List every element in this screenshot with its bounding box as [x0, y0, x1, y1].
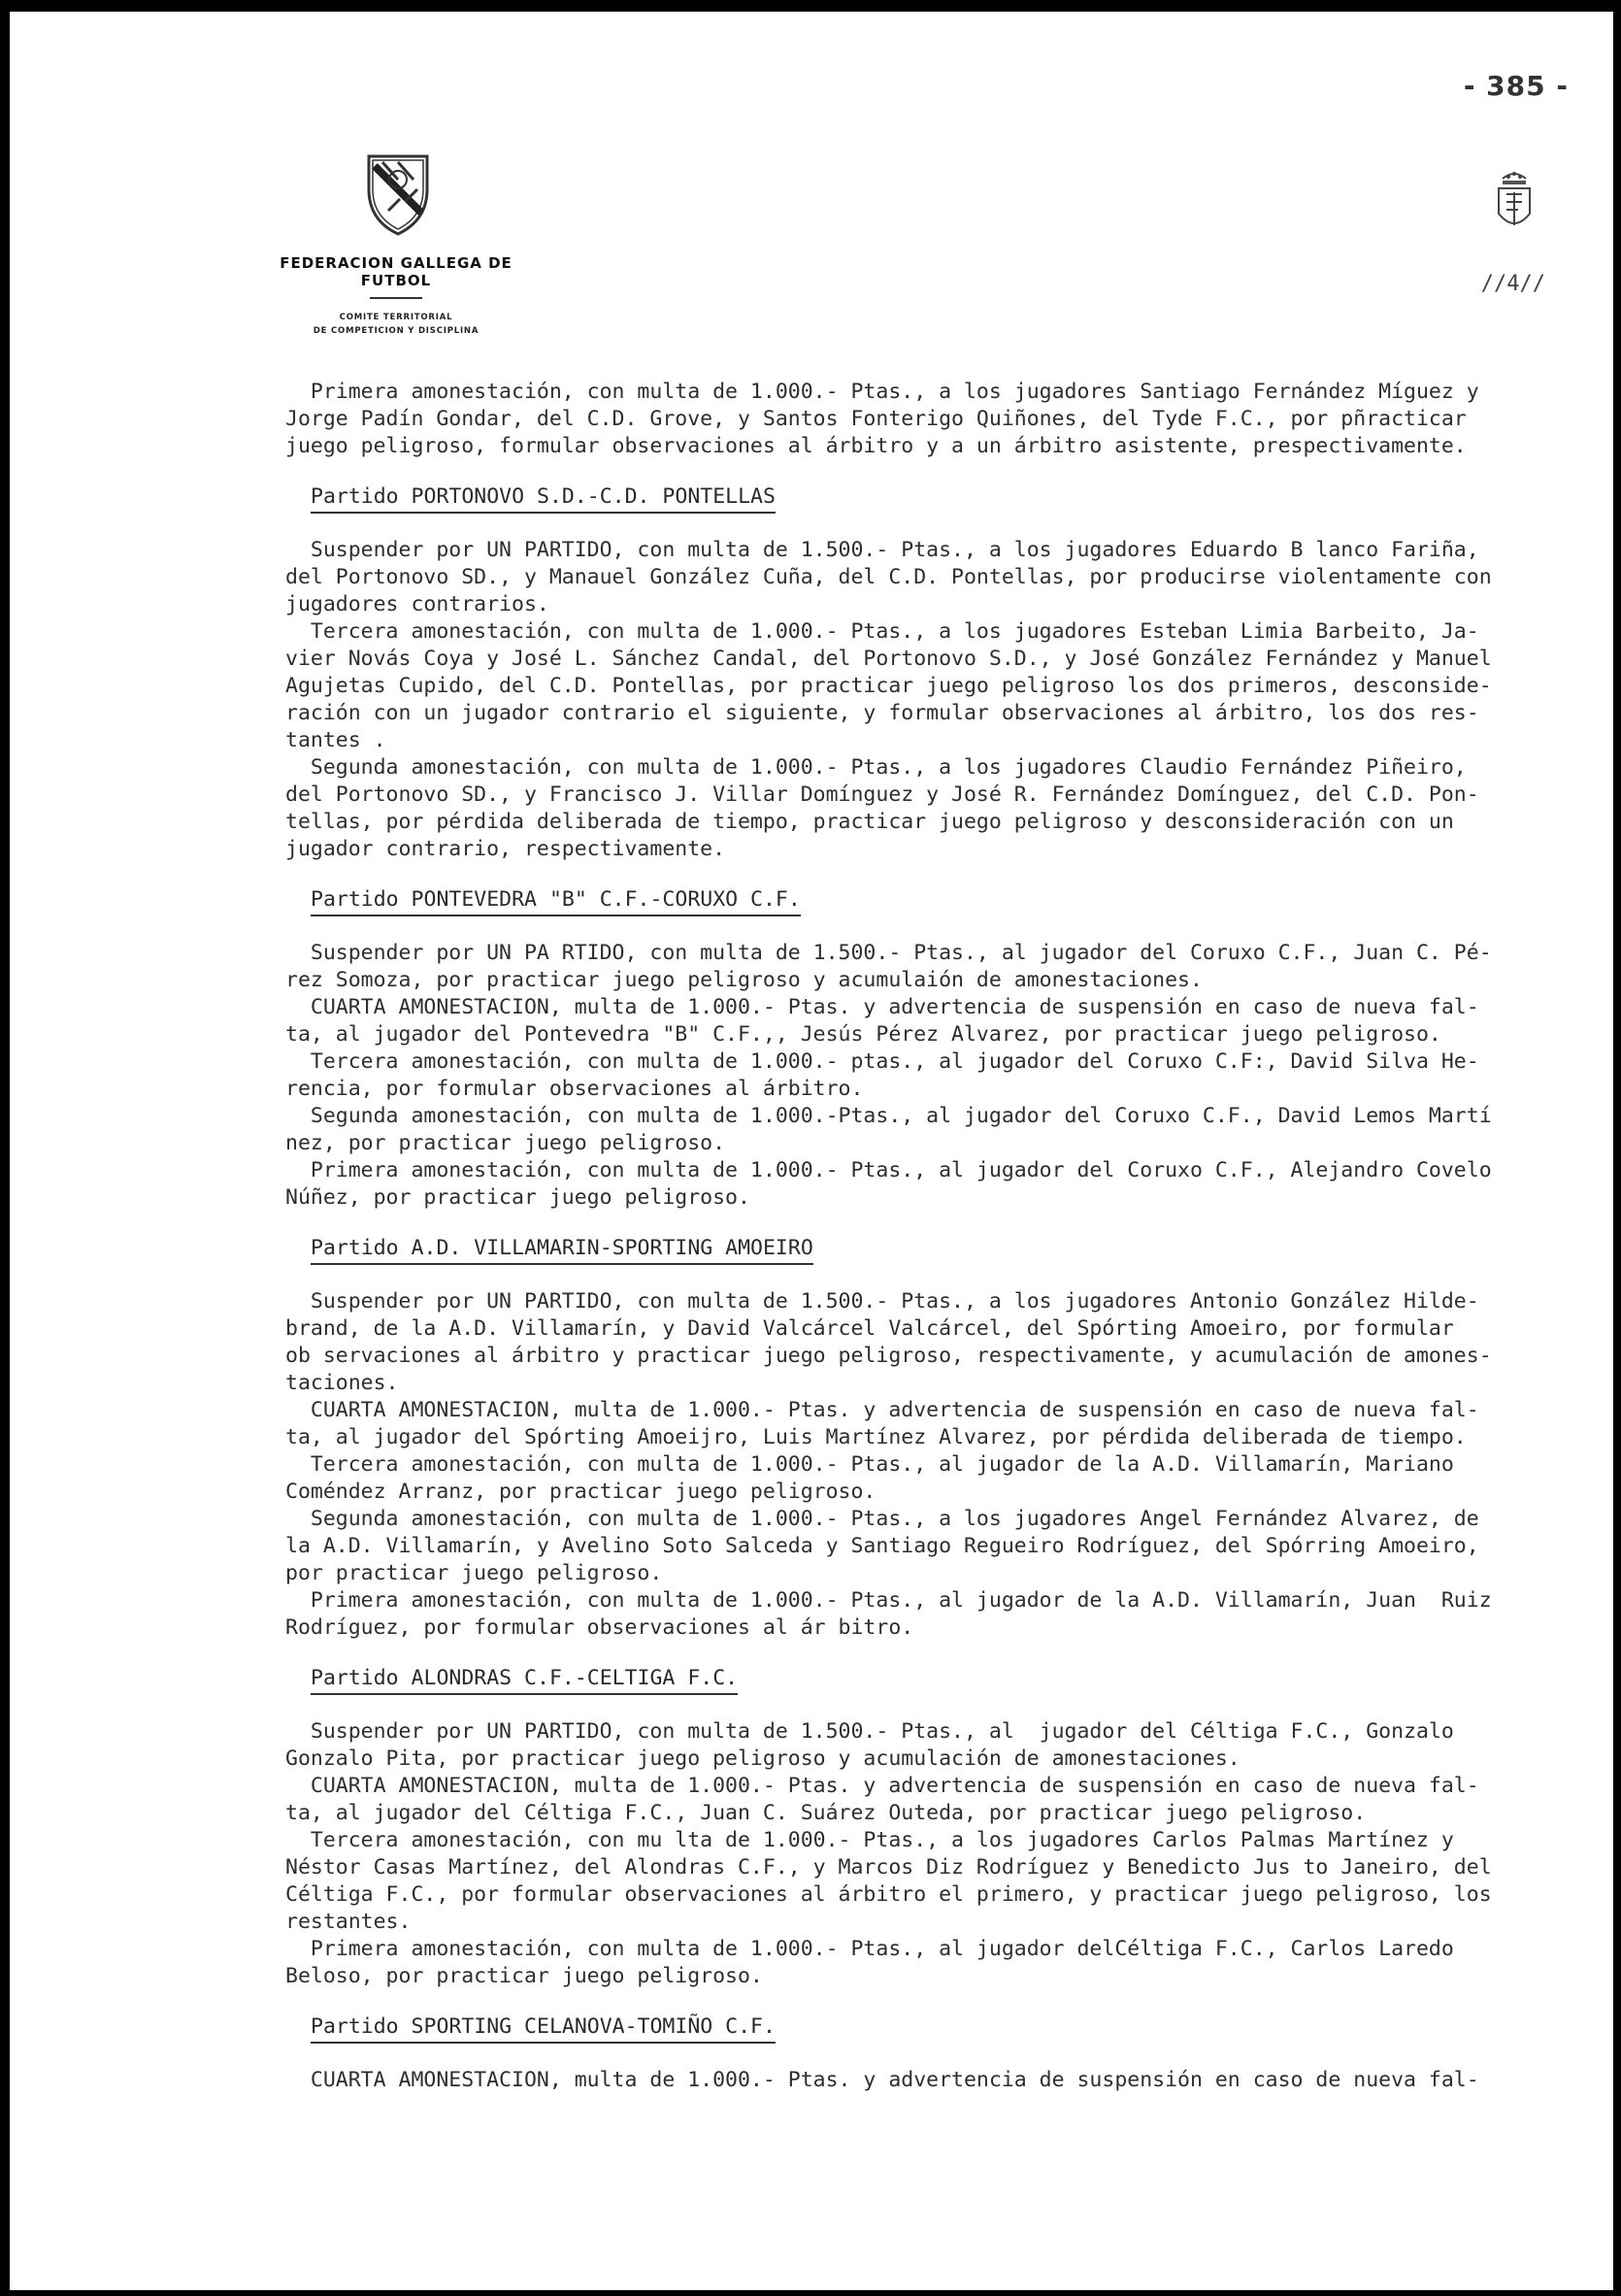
federation-name: FEDERACION GALLEGA DE FUTBOL — [280, 254, 513, 289]
scan-border-left — [0, 0, 10, 2296]
federation-letterhead — [250, 254, 542, 338]
section-text: CUARTA AMONESTACION, multa de 1.000.- Ptas. y advertencia de suspensión en caso de nueva fal- — [285, 2068, 1479, 2092]
page-number: - 385 - — [1463, 70, 1569, 102]
section-heading: Partido A.D. VILLAMARIN-SPORTING AMOEIRO — [311, 1235, 813, 1265]
section-celanova-tomino — [285, 2013, 1586, 2094]
federation-shield-icon — [359, 150, 437, 238]
scan-border-bottom — [0, 2290, 1621, 2296]
section-text: Suspender por UN PA RTIDO, con multa de 1.500.- Ptas., al jugador del Coruxo C.F., Juan C. Pé- rez Somoza, por practicar juego peligroso y acumulaión de amonestaciones. CUARTA AMONESTACION, multa de 1.000.- Ptas. y advertencia de suspensión en caso de nueva fal- ta, al jugador del Pontevedra "B" C.F.,, Jesús Pérez Alvarez, por practicar juego peligroso. Tercera amonestación, con multa de 1.000.- ptas., al jugador del Coruxo C.F:, David Silva He- rencia, por formular observaciones al árbitro. Segunda amonestación, con multa de 1.000.-Ptas., al jugador del Coruxo C.F., David Lemos Martí nez, por practicar juego peligroso. Primera amonestación, con multa de 1.000.- Ptas., al jugador del Coruxo C.F., Alejandro Covelo Núñez, por practicar juego peligroso. — [285, 941, 1492, 1210]
section-villamarin-amoeiro — [285, 1235, 1586, 1642]
committee-line-1: COMITE TERRITORIAL — [339, 313, 453, 322]
royal-crest-icon — [1485, 165, 1543, 252]
section-text: Suspender por UN PARTIDO, con multa de 1.500.- Ptas., al jugador del Céltiga F.C., Gonzalo Gonzalo Pita, por practicar juego peligroso y acumulación de amonestaciones. CUARTA AMONESTACION, multa de 1.000.- Ptas. y advertencia de suspensión en caso de nueva fal- ta, al jugador del Céltiga F.C., Juan C. Suárez Outeda, por practicar juego peligroso. Tercera amonestación, con mu lta de 1.000.- Ptas., a los jugadores Carlos Palmas Martínez y Néstor Casas Martínez, del Alondras C.F., y Marcos Diz Rodríguez y Benedicto Jus to Janeiro, del Céltiga F.C., por formular observaciones al árbitro el primero, y practicar juego peligroso, los restantes. Primera amonestación, con multa de 1.000.- Ptas., al jugador delCéltiga F.C., Carlos Laredo Beloso, por practicar juego peligroso. — [285, 1719, 1492, 1988]
section-heading: Partido ALONDRAS C.F.-CELTIGA F.C. — [311, 1665, 738, 1695]
intro-paragraph: Primera amonestación, con multa de 1.000.- Ptas., a los jugadores Santiago Fernández Míguez y Jorge Padín Gondar, del C.D. Grove, y Santos Fonterigo Quiñones, del Tyde F.C., por pñracticar juego peligroso, formular observaciones al árbitro y a un árbitro asistente, prespectivamente. — [285, 380, 1479, 458]
letterhead-divider — [370, 297, 422, 299]
scan-border-top — [0, 0, 1621, 12]
reference-mark: //4// — [1480, 272, 1545, 296]
document-body — [285, 379, 1586, 2094]
scan-border-right — [1613, 0, 1621, 2296]
section-heading: Partido PONTEVEDRA "B" C.F.-CORUXO C.F. — [311, 886, 801, 916]
committee-line-2: DE COMPETICION Y DISCIPLINA — [313, 326, 480, 336]
section-alondras-celtiga — [285, 1665, 1586, 1990]
section-heading: Partido SPORTING CELANOVA-TOMIÑO C.F. — [311, 2013, 776, 2044]
section-text: Suspender por UN PARTIDO, con multa de 1.500.- Ptas., a los jugadores Antonio González Hilde- brand, de la A.D. Villamarín, y David Valcárcel Valcárcel, del Spórting Amoeiro, por formular ob servaciones al árbitro y practicar juego peligroso, respectivamente, y acumulación de amones- taciones. CUARTA AMONESTACION, multa de 1.000.- Ptas. y advertencia de suspensión en caso de nueva fal- ta, al jugador del Spórting Amoeijro, Luis Martínez Alvarez, por pérdida deliberada de tiempo. Tercera amonestación, con multa de 1.000.- Ptas., al jugador de la A.D. Villamarín, Mariano Coméndez Arranz, por practicar juego peligroso. Segunda amonestación, con multa de 1.000.- Ptas., a los jugadores Angel Fernández Alvarez, de la A.D. Villamarín, y Avelino Soto Salceda y Santiago Regueiro Rodríguez, del Spórring Amoeiro, por practicar juego peligroso. Primera amonestación, con multa de 1.000.- Ptas., al jugador de la A.D. Villamarín, Juan Ruiz Rodríguez, por formular observaciones al ár bitro. — [285, 1289, 1492, 1640]
section-pontevedra-coruxo — [285, 886, 1586, 1212]
section-portonovo-pontellas — [285, 483, 1586, 863]
section-text: Suspender por UN PARTIDO, con multa de 1.500.- Ptas., a los jugadores Eduardo B lanco Fariña, del Portonovo SD., y Manauel González Cuña, del C.D. Pontellas, por producirse violentamente con jugadores contrarios. Tercera amonestación, con multa de 1.000.- Ptas., a los jugadores Esteban Limia Barbeito, Ja- vier Novás Coya y José L. Sánchez Candal, del Portonovo S.D., y José González Fernández y Manuel Agujetas Cupido, del C.D. Pontellas, por practicar juego peligroso los dos primeros, desconside- ración con un jugador contrario el siguiente, y formular observaciones al árbitro, los dos res- tantes . Segunda amonestación, con multa de 1.000.- Ptas., a los jugadores Claudio Fernández Piñeiro, del Portonovo SD., y Francisco J. Villar Domínguez y José R. Fernández Domínguez, del C.D. Pon- tellas, por pérdida deliberada de tiempo, practicar juego peligroso y desconsideración con un jugador contrario, respectivamente. — [285, 538, 1492, 861]
section-heading: Partido PORTONOVO S.D.-C.D. PONTELLAS — [311, 483, 776, 514]
